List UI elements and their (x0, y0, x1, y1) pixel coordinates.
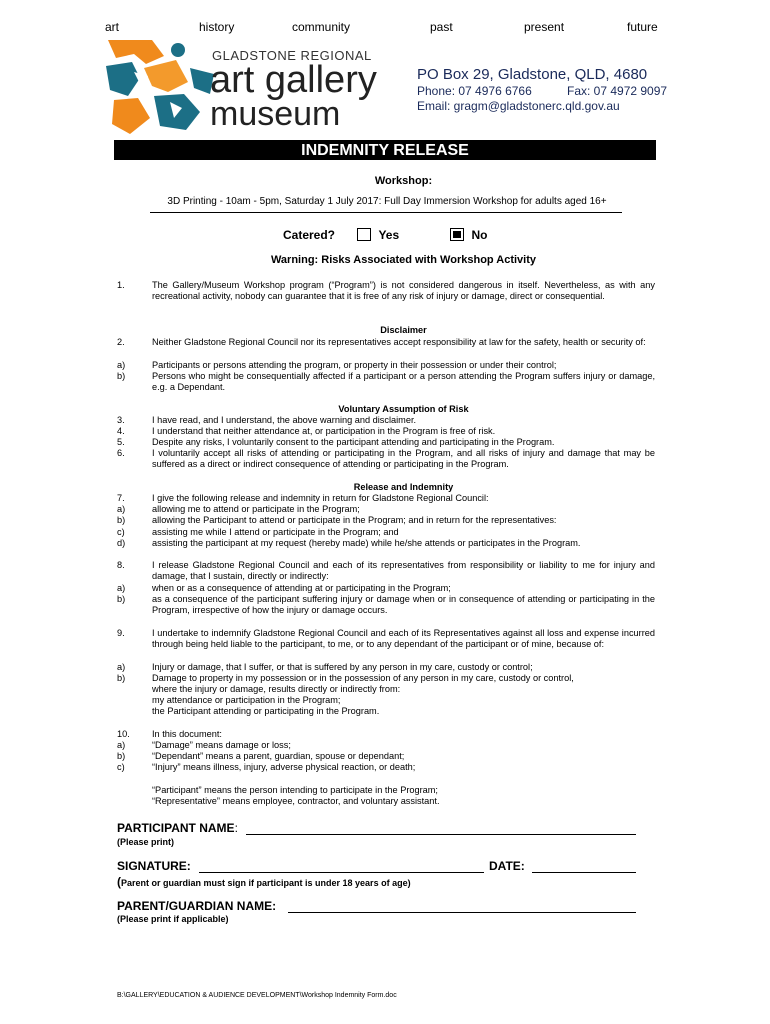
clause-number: b) (117, 515, 126, 525)
catered-label: Catered? (283, 228, 336, 242)
contact-phone: Phone: 07 4976 6766 (417, 84, 532, 98)
clause-text: The Gallery/Museum Workshop program (“Program”) is not considered dangerous in itself. Nevertheless, as with any recreational activity, nobody can guarantee that it is free of any risk of injury or damage, direct or consequential. (152, 280, 655, 301)
clause-text: as a consequence of the participant suffering injury or damage when or in consequence of attending or participating in the Program, irrespective of how the injury or damage occurs. (152, 594, 655, 615)
signature-note: (Parent or guardian must sign if participant is under 18 years of age) (117, 875, 411, 889)
guardian-name-field[interactable] (288, 912, 636, 913)
catered-yes-label: Yes (378, 228, 400, 242)
clause-number: b) (117, 751, 126, 761)
section-heading-release: Release and Indemnity (353, 482, 454, 492)
clause-text: Participants or persons attending the program, or property in their possession or under their control; (152, 360, 557, 370)
clause-text: Neither Gladstone Regional Council nor its representatives accept responsibility at law for the safety, health or security of: (152, 337, 646, 347)
logo-line-2: art gallery (210, 59, 377, 101)
clause-text: assisting the participant at my request (hereby made) while he/she attends or participates in the Program. (152, 538, 581, 548)
clause-number: 9. (117, 628, 125, 638)
clause-text: assisting me while I attend or participate in the Program; and (152, 527, 399, 537)
clause-text: I have read, and I understand, the above warning and disclaimer. (152, 415, 417, 425)
clause-number: 1. (117, 280, 125, 290)
clause-number: 7. (117, 493, 125, 503)
workshop-underline (150, 212, 622, 213)
contact-fax: Fax: 07 4972 9097 (567, 84, 668, 98)
logo-mark-icon (104, 38, 224, 138)
clause-text: my attendance or participation in the Program; (152, 695, 341, 705)
date-label: DATE: (489, 859, 525, 873)
clause-number: a) (117, 662, 126, 672)
clause-text: Injury or damage, that I suffer, or that is suffered by any person in my care, custody or control; (152, 662, 533, 672)
definition-text: “Participant” means the person intending to participate in the Program; (152, 785, 438, 795)
clause-text: “Injury” means illness, injury, adverse physical reaction, or death; (152, 762, 416, 772)
clause-text: the Participant attending or participating in the Program. (152, 706, 380, 716)
catered-no-checkbox[interactable] (450, 228, 464, 241)
catered-no-label: No (471, 228, 488, 242)
nav-present: present (524, 20, 565, 34)
clause-number: c) (117, 762, 125, 772)
clause-number: d) (117, 538, 126, 548)
clause-number: 3. (117, 415, 125, 425)
clause-text: I understand that neither attendance at, or participation in the Program is free of risk. (152, 426, 496, 436)
participant-name-note: (Please print) (117, 837, 175, 847)
gallery-logo (104, 38, 384, 138)
nav-past: past (430, 20, 453, 34)
clause-text: when or as a consequence of attending at or participating in the Program; (152, 583, 451, 593)
workshop-label: Workshop: (374, 175, 433, 187)
clause-text: I release Gladstone Regional Council and each of its representatives from responsibility or liability to me for injury and damage, that I sustain, directly or indirectly: (152, 560, 655, 581)
nav-future: future (627, 20, 658, 34)
warning-heading: Warning: Risks Associated with Workshop Activity (270, 254, 537, 266)
nav-history: history (199, 20, 235, 34)
clause-text: where the injury or damage, results directly or indirectly from: (152, 684, 401, 694)
logo-line-1: GLADSTONE REGIONAL (212, 48, 372, 63)
guardian-name-note: (Please print if applicable) (117, 914, 229, 924)
clause-text: In this document: (152, 729, 222, 739)
clause-text: Persons who might be consequentially affected if a participant or a person attending the Program suffers injury or damage, e.g. a Dependant. (152, 371, 655, 392)
page-title: INDEMNITY RELEASE (114, 140, 656, 160)
nav-art: art (105, 20, 120, 34)
contact-email: Email: gragm@gladstonerc.qld.gov.au (417, 99, 620, 113)
clause-number: b) (117, 673, 126, 683)
definition-text: “Representative” means employee, contractor, and voluntary assistant. (152, 796, 440, 806)
clause-text: Despite any risks, I voluntarily consent to the participant attending and participating in the Program. (152, 437, 555, 447)
catered-yes-checkbox[interactable] (357, 228, 371, 241)
signature-field[interactable] (199, 872, 484, 873)
clause-text: I voluntarily accept all risks of attending or participating in the Program, and all risks of injury and damage that may be suffered as a direct or indirect consequence of attending or participating in the Program. (152, 448, 655, 469)
clause-number: b) (117, 594, 126, 604)
catered-no-option[interactable] (450, 226, 487, 244)
logo-line-3: museum (210, 95, 341, 133)
nav-community: community (292, 20, 351, 34)
clause-number: b) (117, 371, 126, 381)
clause-text: I give the following release and indemnity in return for Gladstone Regional Council: (152, 493, 489, 503)
clause-number: 2. (117, 337, 125, 347)
clause-number: 6. (117, 448, 125, 458)
clause-number: a) (117, 740, 126, 750)
clause-text: I undertake to indemnify Gladstone Regional Council and each of its Representatives against all loss and expense incurred through being held liable to the participant, to me, or to any dependant of the participant or of mine, because of: (152, 628, 655, 649)
contact-address: PO Box 29, Gladstone, QLD, 4680 (417, 66, 648, 83)
participant-name-field[interactable] (246, 834, 636, 835)
clause-text: “Dependant” means a parent, guardian, spouse or dependant; (152, 751, 405, 761)
clause-number: 8. (117, 560, 125, 570)
clause-number: 10. (117, 729, 130, 739)
clause-number: 5. (117, 437, 125, 447)
clause-number: a) (117, 504, 126, 514)
date-field[interactable] (532, 872, 636, 873)
clause-number: a) (117, 583, 126, 593)
guardian-name-label: PARENT/GUARDIAN NAME: (117, 899, 277, 913)
clause-number: c) (117, 527, 125, 537)
section-heading-disclaimer: Disclaimer (380, 325, 427, 335)
section-heading-voluntary: Voluntary Assumption of Risk (338, 404, 469, 414)
clause-number: a) (117, 360, 126, 370)
signature-label: SIGNATURE: (117, 859, 191, 873)
participant-name-label: PARTICIPANT NAME: (117, 821, 238, 835)
clause-text: Damage to property in my possession or in the possession of any person in my care, custody or control, (152, 673, 574, 683)
footer-filepath: B:\GALLERY\EDUCATION & AUDIENCE DEVELOPMENT\Workshop Indemnity Form.doc (117, 992, 397, 999)
workshop-value: 3D Printing - 10am - 5pm, Saturday 1 July 2017: Full Day Immersion Workshop for adults aged 16+ (167, 196, 607, 207)
clause-text: allowing me to attend or participate in the Program; (152, 504, 360, 514)
clause-text: “Damage” means damage or loss; (152, 740, 291, 750)
catered-yes-option[interactable] (357, 226, 399, 244)
clause-text: allowing the Participant to attend or participate in the Program; and in return for the representatives: (152, 515, 557, 525)
clause-number: 4. (117, 426, 125, 436)
